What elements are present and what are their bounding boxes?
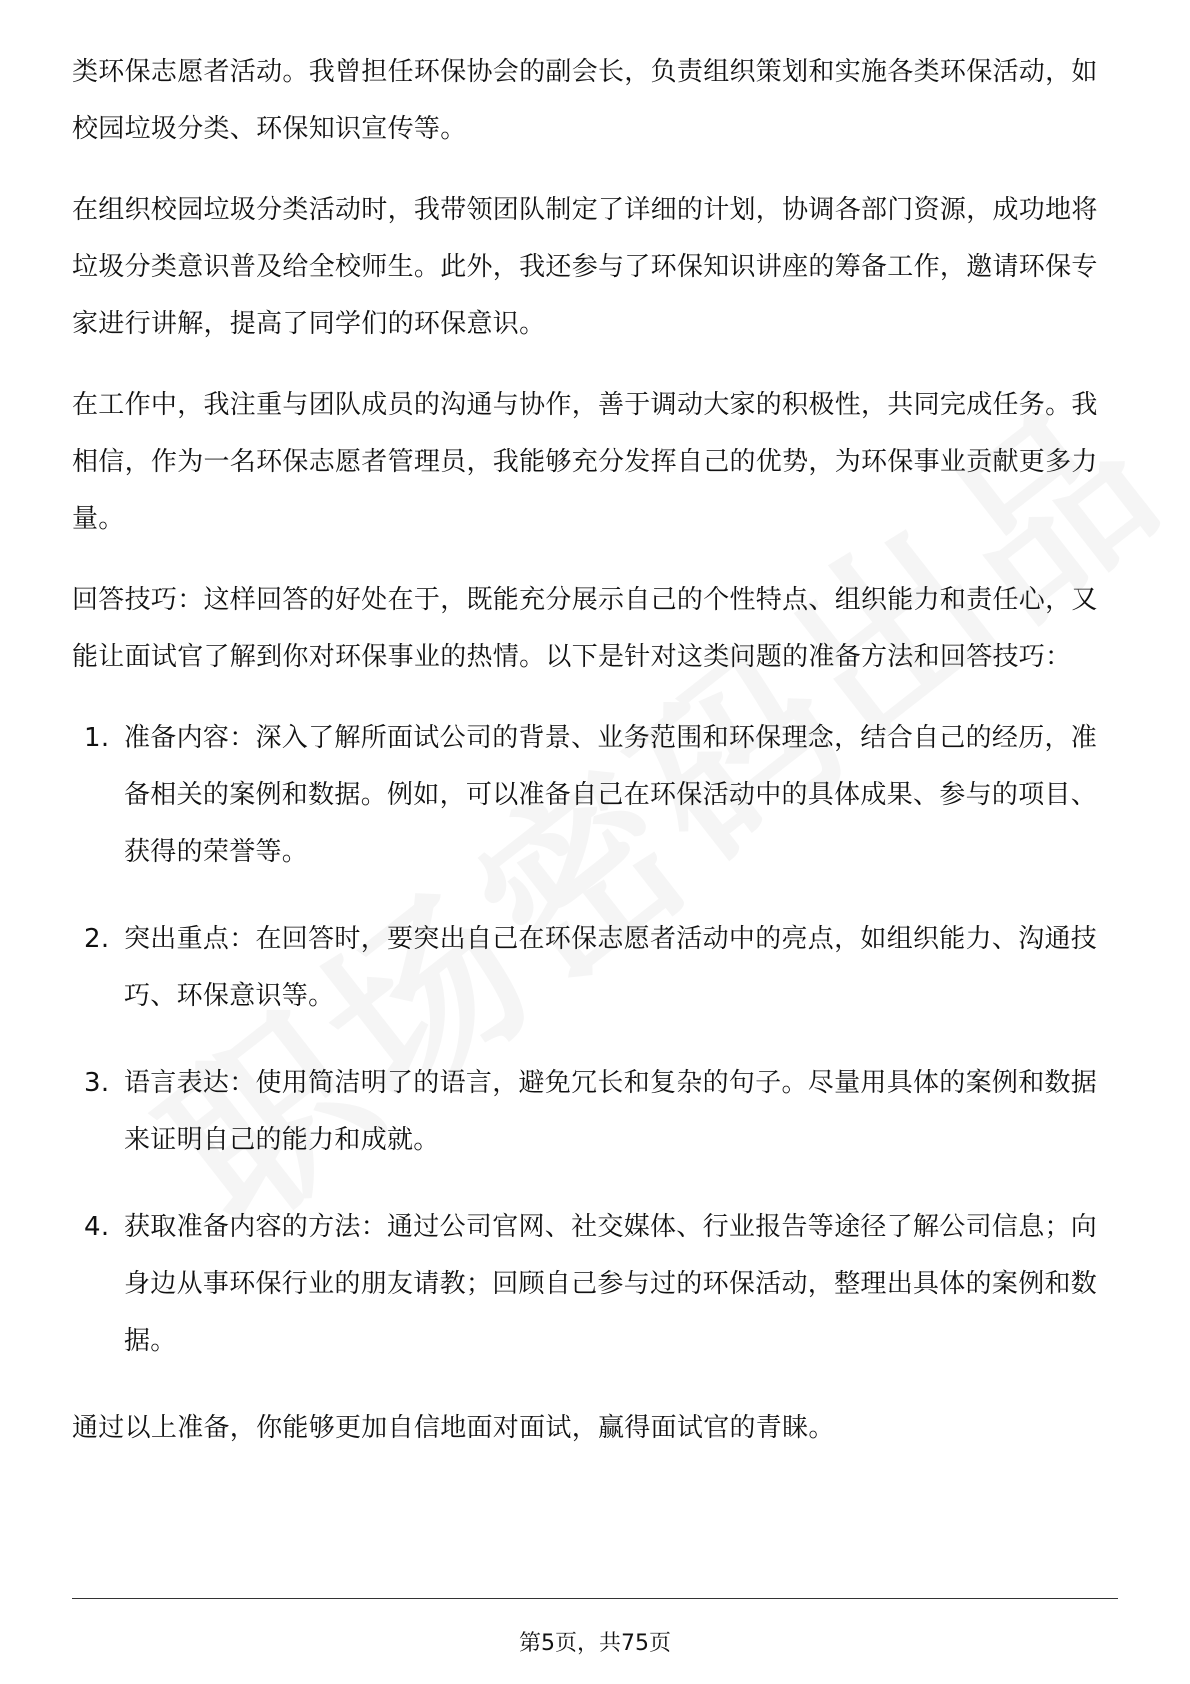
list-number: 4. bbox=[84, 1212, 110, 1242]
list-number: 1. bbox=[84, 723, 110, 753]
paragraph-1: 类环保志愿者活动。我曾担任环保协会的副会长，负责组织策划和实施各类环保活动，如校园垃圾分类、环保知识宣传等。 bbox=[72, 57, 1098, 144]
list-item bbox=[72, 1199, 1118, 1370]
list-number: 3. bbox=[84, 1068, 110, 1098]
list-number: 2. bbox=[84, 924, 110, 954]
list-text: 准备内容：深入了解所面试公司的背景、业务范围和环保理念，结合自己的经历，准备相关的案例和数据。例如，可以准备自己在环保活动中的具体成果、参与的项目、获得的荣誉等。 bbox=[124, 723, 1098, 867]
page-content bbox=[72, 44, 1118, 1481]
paragraph-3: 在工作中，我注重与团队成员的沟通与协作，善于调动大家的积极性，共同完成任务。我相信，作为一名环保志愿者管理员，我能够充分发挥自己的优势，为环保事业贡献更多力量。 bbox=[72, 390, 1098, 534]
page-number: 第5页，共75页 bbox=[519, 1631, 671, 1656]
list-item bbox=[72, 911, 1118, 1025]
closing-paragraph: 通过以上准备，你能够更加自信地面对面试，赢得面试官的青睐。 bbox=[72, 1413, 835, 1443]
list-item bbox=[72, 710, 1118, 881]
footer-divider bbox=[72, 1598, 1118, 1599]
list-text: 突出重点：在回答时，要突出自己在环保志愿者活动中的亮点，如组织能力、沟通技巧、环保意识等。 bbox=[124, 924, 1098, 1011]
paragraph-4: 回答技巧：这样回答的好处在于，既能充分展示自己的个性特点、组织能力和责任心，又能让面试官了解到你对环保事业的热情。以下是针对这类问题的准备方法和回答技巧： bbox=[72, 585, 1098, 672]
list-text: 语言表达：使用简洁明了的语言，避免冗长和复杂的句子。尽量用具体的案例和数据来证明自己的能力和成就。 bbox=[124, 1068, 1098, 1155]
tips-list bbox=[72, 710, 1118, 1370]
list-item bbox=[72, 1055, 1118, 1169]
list-text: 获取准备内容的方法：通过公司官网、社交媒体、行业报告等途径了解公司信息；向身边从事环保行业的朋友请教；回顾自己参与过的环保活动，整理出具体的案例和数据。 bbox=[124, 1212, 1098, 1356]
paragraph-2: 在组织校园垃圾分类活动时，我带领团队制定了详细的计划，协调各部门资源，成功地将垃圾分类意识普及给全校师生。此外，我还参与了环保知识讲座的筹备工作，邀请环保专家进行讲解，提高了同学们的环保意识。 bbox=[72, 195, 1098, 339]
